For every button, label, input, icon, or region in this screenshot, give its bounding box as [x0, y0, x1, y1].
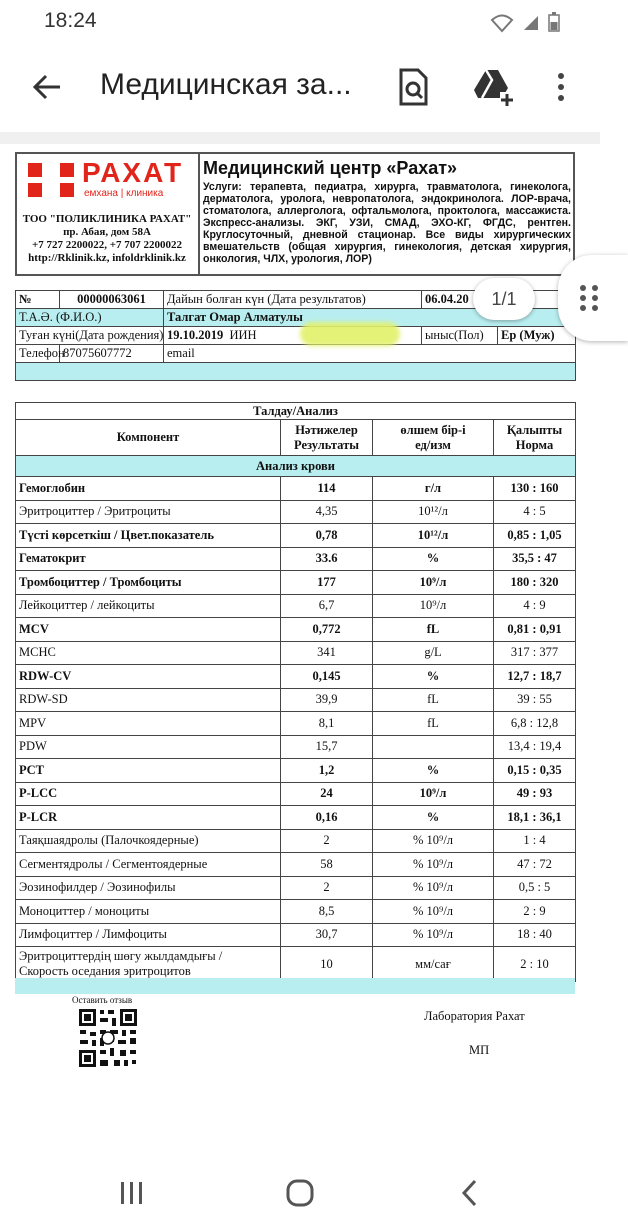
logo-mark-icon — [28, 163, 74, 197]
component-name: MCV — [16, 618, 281, 642]
norm-value: 18 : 40 — [494, 923, 576, 947]
unit-value: % — [373, 547, 494, 571]
norm-value: 6,8 : 12,8 — [494, 712, 576, 736]
result-value: 33.6 — [281, 547, 373, 571]
component-name: Эозинофилдер / Эозинофилы — [16, 876, 281, 900]
col-component: Компонент — [16, 420, 281, 456]
result-value: 8,1 — [281, 712, 373, 736]
logo-text: РАХАТ — [82, 157, 184, 188]
results-table — [15, 402, 576, 982]
norm-value: 13,4 : 19,4 — [494, 735, 576, 759]
norm-value: 35,5 : 47 — [494, 547, 576, 571]
component-name: P-LCR — [16, 806, 281, 830]
table-row — [16, 712, 576, 736]
component-name — [16, 947, 281, 982]
col-unit — [373, 420, 494, 456]
table-row — [16, 477, 576, 501]
table-row — [16, 947, 576, 982]
unit-value: % — [373, 759, 494, 783]
unit-value: г/л — [373, 477, 494, 501]
table-row — [16, 594, 576, 618]
col-unit-ru: ед/изм — [415, 437, 451, 452]
result-value: 341 — [281, 641, 373, 665]
component-name: MPV — [16, 712, 281, 736]
phone-value: 87075607772 — [60, 345, 164, 363]
norm-value: 0,81 : 0,91 — [494, 618, 576, 642]
component-name: Тромбоциттер / Тромбоциты — [16, 571, 281, 595]
result-value: 58 — [281, 853, 373, 877]
result-value: 114 — [281, 477, 373, 501]
col-unit-kz: өлшем бір-і — [400, 422, 466, 437]
unit-value: fL — [373, 618, 494, 642]
table-row — [16, 524, 576, 548]
norm-value: 2 : 10 — [494, 947, 576, 982]
table-row — [16, 500, 576, 524]
home-icon[interactable] — [285, 1178, 315, 1208]
result-value: 15,7 — [281, 735, 373, 759]
result-value: 2 — [281, 876, 373, 900]
phone-label: Телефон — [16, 345, 60, 363]
norm-value: 2 : 9 — [494, 900, 576, 924]
table-row — [16, 806, 576, 830]
result-date-value: 06.04.20 — [422, 291, 498, 309]
battery-icon — [548, 12, 560, 32]
unit-value: fL — [373, 712, 494, 736]
unit-value: fL — [373, 688, 494, 712]
unit-value: % 10⁹/л — [373, 900, 494, 924]
component-name: Лимфоциттер / Лимфоциты — [16, 923, 281, 947]
table-row — [16, 641, 576, 665]
component-name: RDW-CV — [16, 665, 281, 689]
org-line: +7 727 2200022, +7 707 2200022 — [31, 239, 183, 251]
table-row — [16, 547, 576, 571]
unit-value: % 10⁹/л — [373, 853, 494, 877]
component-name: Эритроциттер / Эритроциты — [16, 500, 281, 524]
signal-icon — [522, 14, 540, 32]
unit-value: % 10⁹/л — [373, 923, 494, 947]
lab-name: Лаборатория Рахат — [424, 1009, 525, 1023]
table-row — [16, 829, 576, 853]
result-value: 0,78 — [281, 524, 373, 548]
result-value: 2 — [281, 829, 373, 853]
result-value: 24 — [281, 782, 373, 806]
header-divider — [198, 154, 200, 274]
result-value: 0,16 — [281, 806, 373, 830]
norm-value: 18,1 : 36,1 — [494, 806, 576, 830]
iin-label: ИИН — [229, 328, 257, 342]
norm-value: 4 : 9 — [494, 594, 576, 618]
system-nav-bar — [0, 1144, 600, 1232]
component-name: Гематокрит — [16, 547, 281, 571]
unit-value: 10⁹/л — [373, 594, 494, 618]
table-row — [16, 853, 576, 877]
component-name: P-LCC — [16, 782, 281, 806]
component-name: Лейкоциттер / лейкоциты — [16, 594, 281, 618]
norm-value: 39 : 55 — [494, 688, 576, 712]
status-time: 18:24 — [44, 9, 97, 32]
clinic-logo — [18, 155, 196, 209]
name-label: Т.А.Ә. (Ф.И.О.) — [16, 309, 164, 327]
norm-value: 180 : 320 — [494, 571, 576, 595]
feedback-label: Оставить отзыв — [72, 995, 133, 1005]
document-title: Медицинская за... — [100, 68, 352, 101]
component-name: PDW — [16, 735, 281, 759]
unit-value: 10⁹/л — [373, 571, 494, 595]
table-row — [16, 665, 576, 689]
norm-value: 130 : 160 — [494, 477, 576, 501]
redaction-mark — [300, 322, 400, 346]
norm-value: 0,85 : 1,05 — [494, 524, 576, 548]
status-icons — [491, 12, 560, 37]
component-name: Моноциттер / моноциты — [16, 900, 281, 924]
table-title: Талдау/Анализ — [16, 403, 576, 420]
table-row — [16, 923, 576, 947]
dob-label: Туған күні(Дата рождения) — [16, 327, 164, 345]
component-name: Сегментядролы / Сегментоядерные — [16, 853, 281, 877]
num-value: 00000063061 — [60, 291, 164, 309]
col-result-ru: Результаты — [294, 437, 359, 452]
more-vert-icon[interactable] — [553, 68, 569, 106]
unit-value: 10¹²/л — [373, 500, 494, 524]
result-value: 1,2 — [281, 759, 373, 783]
unit-value: 10⁹/л — [373, 782, 494, 806]
result-value: 39,9 — [281, 688, 373, 712]
stamp-label: МП — [469, 1043, 490, 1057]
logo-subtitle: емхана | клиника — [84, 188, 164, 199]
email-label: email — [164, 345, 576, 363]
norm-value: 1 : 4 — [494, 829, 576, 853]
component-name: MCHC — [16, 641, 281, 665]
wifi-icon — [491, 14, 513, 32]
result-value: 0,772 — [281, 618, 373, 642]
section-title: Анализ крови — [16, 456, 576, 477]
norm-value: 317 : 377 — [494, 641, 576, 665]
col-result — [281, 420, 373, 456]
org-line: http://Rklinik.kz, infoldrklinik.kz — [28, 252, 186, 264]
norm-value: 12,7 : 18,7 — [494, 665, 576, 689]
component-name: RDW-SD — [16, 688, 281, 712]
unit-value: % — [373, 806, 494, 830]
recent-apps-icon[interactable] — [118, 1180, 146, 1206]
find-in-page-icon[interactable] — [396, 68, 430, 106]
status-bar — [0, 0, 600, 44]
table-row — [16, 900, 576, 924]
table-row — [16, 735, 576, 759]
table-row — [16, 618, 576, 642]
col-norm-ru: Норма — [515, 437, 554, 452]
add-to-drive-icon[interactable] — [474, 68, 514, 106]
col-norm — [494, 420, 576, 456]
sex-label: ыныс(Пол) — [422, 327, 498, 345]
qr-code-icon[interactable] — [78, 1008, 138, 1068]
fab-button[interactable] — [558, 255, 628, 341]
table-row — [16, 571, 576, 595]
app-bar — [0, 44, 600, 132]
sex-value: Ер (Муж) — [498, 327, 576, 345]
component-name: Гемоглобин — [16, 477, 281, 501]
result-date-label: Дайын болған күн (Дата результатов) — [164, 291, 422, 309]
result-value: 0,145 — [281, 665, 373, 689]
norm-value: 0,5 : 5 — [494, 876, 576, 900]
result-value: 4,35 — [281, 500, 373, 524]
footer-bar — [15, 978, 575, 994]
norm-value: 47 : 72 — [494, 853, 576, 877]
org-line: ТОО "ПОЛИКЛИНИКА РАХАТ" — [22, 213, 192, 225]
name-value: Талгат Омар Алматулы — [164, 309, 576, 327]
center-title: Медицинский центр «Рахат» — [203, 158, 458, 178]
back-nav-icon[interactable] — [458, 1178, 480, 1208]
table-row — [16, 782, 576, 806]
grid-dots-icon — [578, 283, 602, 313]
component-name: PCT — [16, 759, 281, 783]
unit-value: % — [373, 665, 494, 689]
esr-name-ru: Скорость оседания эритроцитов — [19, 964, 191, 978]
empty-row — [16, 363, 576, 381]
col-norm-kz: Қалыпты — [506, 422, 563, 437]
arrow-back-icon[interactable] — [30, 70, 64, 104]
page-indicator: 1/1 — [473, 278, 535, 320]
norm-value: 49 : 93 — [494, 782, 576, 806]
component-name: Түсті көрсеткіш / Цвет.показатель — [16, 524, 281, 548]
dob-value: 19.10.2019 — [167, 328, 224, 342]
norm-value: 4 : 5 — [494, 500, 576, 524]
table-row — [16, 759, 576, 783]
unit-value: g/L — [373, 641, 494, 665]
unit-value: 10¹²/л — [373, 524, 494, 548]
result-value: 177 — [281, 571, 373, 595]
org-info — [18, 213, 196, 265]
org-line: пр. Абая, дом 58А — [63, 226, 151, 238]
table-row — [16, 688, 576, 712]
table-row — [16, 876, 576, 900]
unit-value: % 10⁹/л — [373, 829, 494, 853]
num-label: № — [16, 291, 60, 309]
unit-value — [373, 735, 494, 759]
norm-value: 0,15 : 0,35 — [494, 759, 576, 783]
result-value: 10 — [281, 947, 373, 982]
result-value: 6,7 — [281, 594, 373, 618]
esr-name-kz: Эритроциттердің шөгу жылдамдығы / — [19, 949, 223, 963]
col-result-kz: Нәтижелер — [295, 422, 358, 437]
component-name: Таяқшаядролы (Палочкоядерные) — [16, 829, 281, 853]
unit-value: мм/сағ — [373, 947, 494, 982]
services-text: Услуги: терапевта, педиатра, хирурга, травматолога, гинеколога, дерматолога, уролога, невропатолога, эндокринолога. ЛОР-врача, стоматолога, аллерголога, офтальмолога, проктолога, массажиста. Экспресс-анализы. ЭКГ, УЗИ, СМАД, ЭХО-КГ, ФГДС, рентген. Круглосуточный, дневной стационар. Все виды хирургических вмешательств (общая хирургия, гинекология, детская хирургия, онкология, ЧЛХ, урология, ЛОР) — [203, 181, 571, 265]
unit-value: % 10⁹/л — [373, 876, 494, 900]
result-value: 30,7 — [281, 923, 373, 947]
result-value: 8,5 — [281, 900, 373, 924]
